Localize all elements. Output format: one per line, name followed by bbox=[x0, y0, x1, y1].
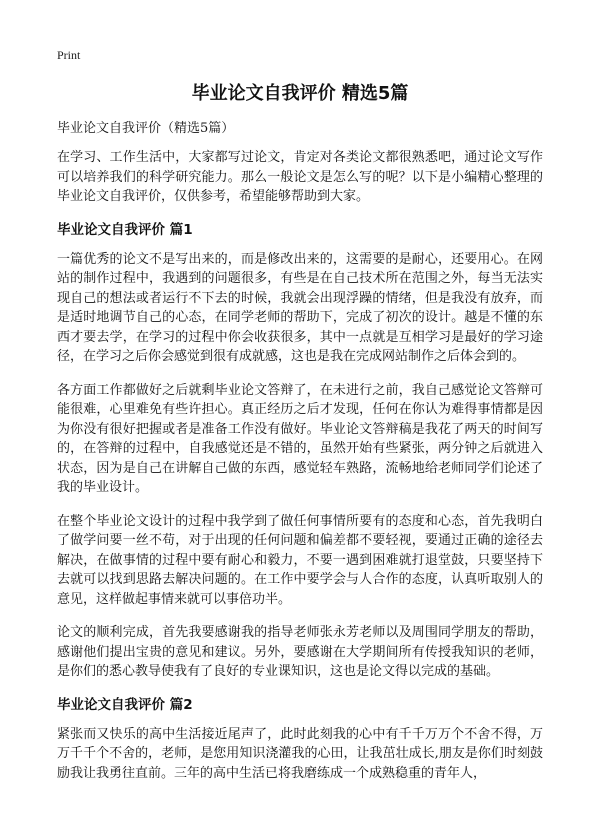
print-link[interactable]: Print bbox=[57, 48, 81, 62]
section1-paragraph-1: 一篇优秀的论文不是写出来的，而是修改出来的，这需要的是耐心，还要用心。在网站的制作过程中，我遇到的问题很多，有些是在自己技术所在范围之外，每当无法实现自己的想法或者运行不下去的时候，我就会出现浮躁的情绪，但是我没有放弃，而是适时地调节自己的心态，在同学老师的帮助下，完成了初次的设计。越是不懂的东西才要去学，在学习的过程中你会收获很多，其中一点就是互相学习是最好的学习途径，在学习之后你会感觉到很有成就感，这也是我在完成网站制作之后体会到的。 bbox=[57, 251, 543, 364]
section1-paragraph-2: 各方面工作都做好之后就剩毕业论文答辩了，在未进行之前，我自己感觉论文答辩可能很难，心里难免有些许担心。真正经历之后才发现，任何在你认为难得事情都是因为你没有很好把握或者是准备工作没有做好。毕业论文答辩稿是我花了两天的时间写的，在答辩的过程中，自我感觉还是不错的，虽然开始有些紧张，两分钟之后就进入状态，因为是自己在讲解自己做的东西，感觉轻车熟路，流畅地给老师同学们论述了我的毕业设计。 bbox=[57, 382, 543, 495]
section2-paragraph-1: 紧张而又快乐的高中生活接近尾声了，此时此刻我的心中有千千万万个不舍不得，万万千千个不舍的，老师，是您用知识浇灌我的心田，让我茁壮成长,朋友是你们时刻鼓励我让我勇往直前。三年的高中生活已将我磨练成一个成熟稳重的青年人， bbox=[57, 726, 543, 781]
section-heading-2: 毕业论文自我评价 篇2 bbox=[57, 696, 193, 713]
document-subtitle: 毕业论文自我评价（精选5篇） bbox=[57, 121, 235, 136]
intro-paragraph: 在学习、工作生活中，大家都写过论文，肯定对各类论文都很熟悉吧，通过论文写作可以培养我们的科学研究能力。那么一般论文是怎么写的呢？以下是小编精心整理的毕业论文自我评价，仅供参考，希望能够帮助到大家。 bbox=[57, 150, 543, 204]
document-title: 毕业论文自我评价 精选5篇 bbox=[191, 83, 409, 104]
section1-paragraph-4: 论文的顺利完成，首先我要感谢我的指导老师张永芳老师以及周围同学朋友的帮助，感谢他们提出宝贵的意见和建议。另外，要感谢在大学期间所有传授我知识的老师，是你们的悉心教导使我有了良好的专业课知识，这也是论文得以完成的基础。 bbox=[57, 625, 543, 679]
section1-paragraph-3: 在整个毕业论文设计的过程中我学到了做任何事情所要有的态度和心态，首先我明白了做学问要一丝不苟，对于出现的任何问题和偏差都不要轻视，要通过正确的途径去解决，在做事情的过程中要有耐心和毅力，不要一遇到困难就打退堂鼓，只要坚持下去就可以找到思路去解决问题的。在工作中要学会与人合作的态度，认真听取别人的意见，这样做起事情来就可以事倍功半。 bbox=[57, 513, 543, 607]
section-heading-1: 毕业论文自我评价 篇1 bbox=[57, 221, 193, 238]
